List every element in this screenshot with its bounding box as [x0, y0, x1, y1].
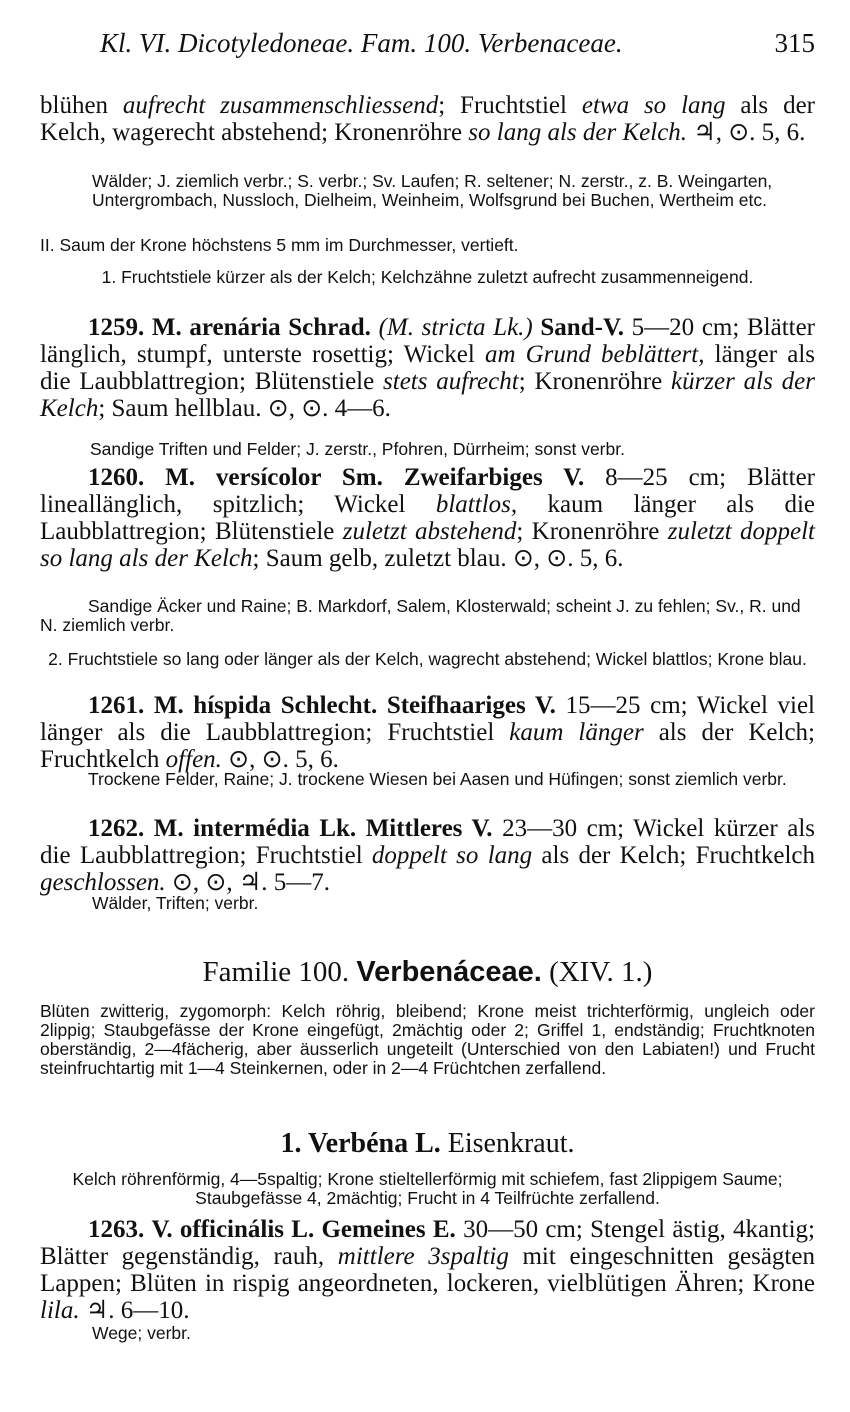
family-description: Blüten zwitterig, zygomorph: Kelch röhrig, bleibend; Krone meist trichterförmig, ungleich oder 2lippig; Staubgefässe der Krone eingefügt, 2mächtig oder 2; Griffel 1, endständig; Fruchtknoten oberständig, 2—4fächerig, aber äusserlich ungeteilt (Unterschied von den Labiaten!) und Frucht steinfruchtartig mit 1—4 Steinkernen, oder in 2—4 Früchtchen zerfallend. — [40, 1001, 815, 1078]
genus-heading: 1. Verbéna L. Eisenkraut. — [280, 1128, 575, 1159]
habitat-1260: Sandige Äcker und Raine; B. Markdorf, Salem, Klosterwald; scheint J. zu fehlen; Sv., R. und N. ziemlich verbr. — [40, 596, 801, 635]
habitat-1261: Trockene Felder, Raine; J. trockene Wiesen bei Aasen und Hüfingen; sonst ziemlich verbr. — [88, 769, 787, 789]
key-1: 1. Fruchtstiele kürzer als der Kelch; Kelchzähne zuletzt aufrecht zusammenneigend. — [101, 267, 754, 287]
running-header — [100, 28, 815, 68]
species-1260: 1260. M. versícolor Sm. Zweifarbiges V. 8—25 cm; Blätter lineallänglich, spitzlich; Wickel blattlos, kaum länger als die Laubblattregion; Blütenstiele zuletzt abstehend; Kronenröhre zuletzt doppelt so lang als der Kelch; Saum gelb, zuletzt blau. ⊙, ⊙. 5, 6. — [40, 464, 815, 572]
page-number: 315 — [774, 28, 815, 58]
habitat-1263: Wege; verbr. — [92, 1323, 191, 1343]
key-II: II. Saum der Krone höchstens 5 mm im Durchmesser, vertieft. — [40, 235, 519, 255]
habitat-note: Wälder; J. ziemlich verbr.; S. verbr.; Sv. Laufen; R. seltener; N. zerstr., z. B. Weingarten, Untergrombach, Nussloch, Dielheim, Weinheim, Wolfsgrund bei Buchen, Wertheim etc. — [92, 171, 773, 210]
habitat-1259: Sandige Triften und Felder; J. zerstr., Pfohren, Dürrheim; sonst verbr. — [90, 439, 625, 459]
species-1262: 1262. M. intermédia Lk. Mittleres V. 23—30 cm; Wickel kürzer als die Laubblattregion; Fruchtstiel doppelt so lang als der Kelch; Fruchtkelch geschlossen. ⊙, ⊙, ♃. 5—7. — [40, 815, 815, 896]
key-2: 2. Fruchtstiele so lang oder länger als der Kelch, wagrecht abstehend; Wickel blattlos; Krone blau. — [48, 649, 807, 669]
header-title: Kl. VI. Dicotyledoneae. Fam. 100. Verbenaceae. — [100, 28, 623, 58]
paragraph-continuation: blühen aufrecht zusammenschliessend; Fruchtstiel etwa so lang als der Kelch, wagerecht abstehend; Kronenröhre so lang als der Kelch. ♃, ⊙. 5, 6. — [40, 92, 815, 146]
species-1263: 1263. V. officinális L. Gemeines E. 30—50 cm; Stengel ästig, 4kantig; Blätter gegenständig, rauh, mittlere 3spaltig mit eingeschnitten gesägten Lappen; Blüten in rispig angeordneten, lockeren, vielblütigen Ähren; Krone lila. ♃. 6—10. — [40, 1216, 815, 1324]
family-heading: Familie 100. Verbenáceae. (XIV. 1.) — [202, 956, 653, 988]
genus-description: Kelch röhrenförmig, 4—5spaltig; Krone stieltellerförmig mit schiefem, fast 2lippigem Saume; Staubgefässe 4, 2mächtig; Frucht in 4 Teilfrüchte zerfallend. — [72, 1169, 783, 1208]
habitat-1262: Wälder, Triften; verbr. — [92, 893, 259, 913]
species-1261: 1261. M. híspida Schlecht. Steifhaariges V. 15—25 cm; Wickel viel länger als die Laubblattregion; Fruchtstiel kaum länger als der Kelch; Fruchtkelch offen. ⊙, ⊙. 5, 6. — [40, 692, 816, 773]
species-1259: 1259. M. arenária Schrad. (M. stricta Lk.) Sand-V. 5—20 cm; Blätter länglich, stumpf, unterste rosettig; Wickel am Grund beblättert, länger als die Laubblattregion; Blütenstiele stets aufrecht; Kronenröhre kürzer als der Kelch; Saum hellblau. ⊙, ⊙. 4—6. — [40, 314, 816, 422]
